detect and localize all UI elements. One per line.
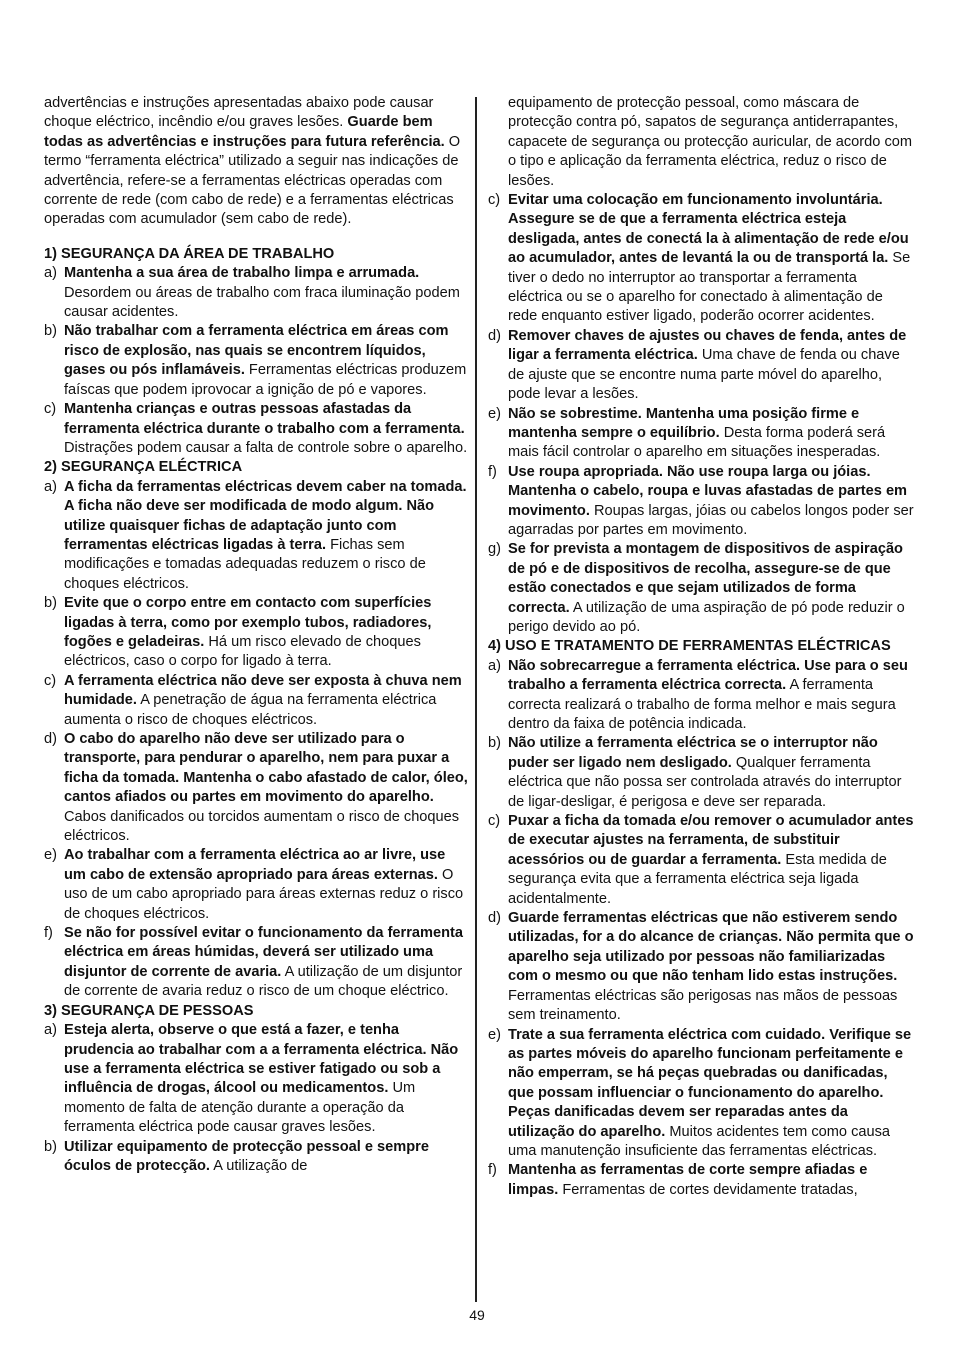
right-sections	[488, 191, 914, 1200]
item-text: Distrações podem causar a falta de controle sobre o aparelho.	[64, 439, 468, 456]
item-body	[64, 400, 469, 458]
list-item	[488, 191, 914, 327]
item-body	[64, 924, 469, 1002]
item-bold-text: Esteja alerta, observe o que está a fazer, e tenha prudencia ao trabalhar com a a ferramenta eléctrica. Não use a ferramenta eléctrica se estiver fatigado ou sob a influência de drogas, álcool ou medicamentos.	[64, 1022, 459, 1097]
list-item	[44, 672, 469, 730]
section-heading: 1) SEGURANÇA DA ÁREA DE TRABALHO	[44, 245, 335, 262]
list-item	[488, 327, 914, 405]
section	[44, 458, 469, 1001]
continued-paragraph: equipamento de protecção pessoal, como máscara de protecção contra pó, sapatos de segurança antiderrapantes, capacete de segurança ou protecção auricular, de acordo com o tipo e aplicação da ferramenta eléctrica, reduz o risco de lesões.	[508, 95, 913, 189]
item-bold-text: Mantenha as ferramentas de corte sempre afiadas e limpas.	[508, 1162, 868, 1198]
item-text: Roupas largas, jóias ou cabelos longos poder ser agarradas por partes em movimento.	[508, 502, 914, 538]
list-item	[44, 594, 469, 672]
item-letter: e)	[488, 1026, 501, 1043]
section	[488, 191, 914, 637]
item-body	[508, 191, 914, 327]
item-body	[508, 1026, 914, 1162]
item-body	[64, 478, 469, 594]
item-letter: c)	[44, 672, 57, 689]
item-body	[508, 463, 914, 541]
item-body	[508, 909, 914, 1025]
item-letter: a)	[44, 265, 57, 282]
item-text: Um momento de falta de atenção durante a operação da ferramenta eléctrica pode causar graves lesões.	[64, 1080, 416, 1136]
list-item	[488, 463, 914, 541]
column-divider	[475, 97, 477, 1302]
item-body	[64, 730, 469, 846]
item-bold-text: Utilizar equipamento de protecção pessoal e sempre óculos de protecção.	[64, 1138, 429, 1174]
item-bold-text: Se não for possível evitar o funcionamento da ferramenta eléctrica em áreas húmidas, deverá ser utilizado uma disjuntor de corrente de avaria.	[64, 925, 463, 980]
page-number: 49	[469, 1307, 485, 1323]
list-item	[44, 924, 469, 1002]
list-item	[44, 264, 469, 322]
item-bold-text: O cabo do aparelho não deve ser utilizado para o transporte, para pendurar o aparelho, nem para puxar a ficha da tomada. Mantenha o cabo afastado de calor, óleo, cantos afiados ou partes em movimento do aparelho.	[64, 731, 468, 806]
intro-text-2: O termo “ferramenta eléctrica” utilizado a seguir nas indicações de advertência, refere-se a ferramentas eléctricas operadas com corrente de rede (com cabo de rede) e a ferramentas eléctricas operadas com acumulador (sem cabo de rede).	[44, 133, 461, 228]
item-letter: d)	[488, 910, 501, 927]
item-body	[64, 264, 469, 322]
item-bold-text: Evitar uma colocação em funcionamento involuntária. Assegure se de que a ferramenta eléctrica esteja desligada, antes de conectá la à alimentação de rede e/ou ao acumulador, antes de levantá la ou de transportá la.	[508, 192, 909, 267]
item-text: Cabos danificados ou torcidos aumentam o risco de choques eléctricos.	[64, 808, 460, 845]
item-text: Ferramentas eléctricas são perigosas nas mãos de pessoas sem treinamento.	[508, 987, 898, 1024]
list-item	[488, 812, 914, 909]
item-letter: f)	[44, 925, 53, 942]
item-body	[508, 734, 914, 812]
list-item	[44, 322, 469, 400]
item-text: Esta medida de segurança evita que a ferramenta eléctrica seja ligada acidentalmente.	[508, 851, 887, 907]
item-letter: e)	[44, 847, 57, 864]
section	[488, 637, 914, 1200]
item-bold-text: A ferramenta eléctrica não deve ser exposta à chuva nem humidade.	[64, 672, 462, 709]
left-column	[44, 94, 469, 1176]
section-heading: 2) SEGURANÇA ELÉCTRICA	[44, 459, 243, 476]
item-letter: b)	[44, 1138, 57, 1155]
item-text: A utilização de uma aspiração de pó pode reduzir o perigo devido ao pó.	[508, 599, 905, 635]
intro-bold: Guarde bem todas as advertências e instruções para futura referência.	[44, 114, 445, 150]
list-item	[44, 846, 469, 924]
item-text: Ferramentas de cortes devidamente tratadas,	[558, 1181, 858, 1198]
intro-text-1: advertências e instruções apresentadas abaixo pode causar choque eléctrico, incêndio e/ou graves lesões.	[44, 95, 434, 131]
section	[44, 245, 469, 458]
item-body	[64, 846, 469, 924]
item-letter: g)	[488, 541, 501, 558]
section-heading: 4) USO E TRATAMENTO DE FERRAMENTAS ELÉCTRICAS	[488, 638, 891, 655]
list-item	[44, 1138, 469, 1177]
item-bold-text: Não utilize a ferramenta eléctrica se o interruptor não puder ser ligado nem desligado.	[508, 735, 878, 771]
item-text: Uma chave de fenda ou chave de ajuste que se encontre numa parte móvel do aparelho, pode levar a lesões.	[508, 347, 900, 403]
item-body	[64, 672, 469, 730]
list-item	[488, 1161, 914, 1200]
item-text: Se tiver o dedo no interruptor ao transportar a ferramenta eléctrica ou se o aparelho for conectado à alimentação de rede enquanto estiver ligado, poderão ocorrer acidentes.	[508, 250, 911, 325]
item-bold-text: Mantenha a sua área de trabalho limpa e arrumada.	[64, 265, 420, 282]
item-letter: a)	[44, 478, 57, 495]
item-body	[64, 322, 469, 400]
item-body	[508, 812, 914, 909]
list-item	[44, 400, 469, 458]
item-body	[508, 405, 914, 463]
left-sections	[44, 245, 469, 1177]
list-item	[488, 540, 914, 637]
item-text: A utilização de um disjuntor de corrente de avaria reduz o risco de um choque eléctrico.	[64, 963, 463, 1000]
item-bold-text: Evite que o corpo entre em contacto com superfícies ligadas à terra, como por exemplo tubos, radiadores, fogões e geladeiras.	[64, 595, 432, 650]
item-bold-text: Não se sobrestime. Mantenha uma posição firme e mantenha sempre o equilíbrio.	[508, 405, 860, 441]
item-body	[508, 540, 914, 637]
item-body	[64, 594, 469, 672]
right-column	[488, 94, 914, 1200]
item-bold-text: Não trabalhar com a ferramenta eléctrica em áreas com risco de explosão, nas quais se encontrem líquidos, gases ou pós inflamáveis.	[64, 323, 449, 379]
item-bold-text: Mantenha crianças e outras pessoas afastadas da ferramenta eléctrica durante o trabalho com a ferramenta.	[64, 401, 465, 437]
item-letter: b)	[488, 735, 501, 752]
item-text: A utilização de	[209, 1157, 308, 1174]
item-text: A penetração de água na ferramenta eléctrica aumenta o risco de choques eléctricos.	[64, 692, 437, 728]
item-text: Desta forma poderá será mais fácil controlar o aparelho em situações inesperadas.	[508, 424, 886, 461]
item-bold-text: A ficha da ferramentas eléctricas devem caber na tomada. A ficha não deve ser modificada de modo algum. Não utilize quaisquer fichas de adaptação junto com ferramentas eléctricas ligadas à terra.	[64, 478, 467, 553]
list-item	[488, 405, 914, 463]
item-bold-text: Puxar a ficha da tomada e/ou remover o acumulador antes de executar ajustes na ferramenta, de substituir acessórios ou de guardar a ferramenta.	[508, 813, 914, 868]
item-text: O uso de um cabo apropriado para áreas externas reduz o risco de choques eléctricos.	[64, 866, 464, 922]
item-letter: d)	[488, 327, 501, 344]
item-letter: b)	[44, 595, 57, 612]
item-text: Desordem ou áreas de trabalho com fraca iluminação podem causar acidentes.	[64, 284, 460, 321]
item-text: Qualquer ferramenta eléctrica que não possa ser controlada através do interruptor de ligar-desligar, é perigosa e deve ser reparada.	[508, 754, 902, 810]
item-body	[508, 657, 914, 735]
list-item	[488, 734, 914, 812]
item-body	[508, 327, 914, 405]
item-letter: a)	[488, 657, 501, 674]
item-letter: f)	[488, 1162, 497, 1179]
item-text: A ferramenta correcta realizará o trabalho de forma melhor e mais segura dentro da faixa de potência indicada.	[508, 677, 896, 732]
item-text: Fichas sem modificações e tomadas adequadas reduzem o risco de choques eléctricos.	[64, 536, 426, 592]
item-letter: e)	[488, 405, 501, 422]
item-text: Ferramentas eléctricas produzem faíscas que podem iprovocar a ignição de pó e vapores.	[64, 362, 467, 398]
list-item	[44, 478, 469, 594]
item-letter: d)	[44, 731, 57, 747]
item-body	[64, 1138, 469, 1177]
item-bold-text: Ao trabalhar com a ferramenta eléctrica ao ar livre, use um cabo de extensão apropriado para áreas externas.	[64, 847, 446, 883]
item-bold-text: Não sobrecarregue a ferramenta eléctrica. Use para o seu trabalho a ferramenta eléctrica correcta.	[508, 657, 908, 694]
list-item	[488, 1026, 914, 1162]
item-bold-text: Remover chaves de ajustes ou chaves de fenda, antes de ligar a ferramenta eléctrica.	[508, 327, 907, 364]
section-heading: 3) SEGURANÇA DE PESSOAS	[44, 1002, 254, 1019]
item-letter: c)	[488, 192, 501, 209]
list-item	[44, 730, 469, 846]
section	[44, 1002, 469, 1177]
item-bold-text: Trate a sua ferramenta eléctrica com cuidado. Verifique se as partes móveis do aparelho funcionam perfeitamente e não emperram, se há peças quebradas ou danificadas, que possam influenciar o funcionamento do aparelho. Peças danificadas devem ser reparadas antes da utilização do aparelho.	[508, 1026, 912, 1140]
item-bold-text: Guarde ferramentas eléctricas que não estiverem sendo utilizadas, for a do alcance de crianças. Não permita que o aparelho seja utilizado por pessoas não familiarizadas com o mesmo ou que não tenham lido estas instruções.	[508, 910, 914, 985]
intro-paragraph	[44, 94, 469, 230]
item-letter: c)	[488, 813, 501, 830]
item-letter: f)	[488, 463, 497, 480]
list-item	[488, 657, 914, 735]
item-letter: a)	[44, 1022, 57, 1039]
item-letter: b)	[44, 323, 57, 340]
item-bold-text: Use roupa apropriada. Não use roupa larga ou jóias. Mantenha o cabelo, roupa e luvas afastadas de partes em movimento.	[508, 463, 908, 519]
item-body	[508, 1161, 914, 1200]
item-bold-text: Se for prevista a montagem de dispositivos de aspiração de pó e de dispositivos de recolha, assegure-se de que estão conectados e que sejam utilizados de forma correcta.	[508, 541, 903, 616]
list-item	[488, 909, 914, 1025]
item-letter: c)	[44, 401, 57, 418]
list-item	[44, 1021, 469, 1137]
item-body	[64, 1021, 469, 1137]
item-text: Há um risco elevado de choques eléctricos, caso o corpo for ligado à terra.	[64, 633, 421, 670]
item-text: Muitos acidentes tem como causa uma manutenção insuficiente das ferramentas eléctricas.	[508, 1123, 891, 1159]
